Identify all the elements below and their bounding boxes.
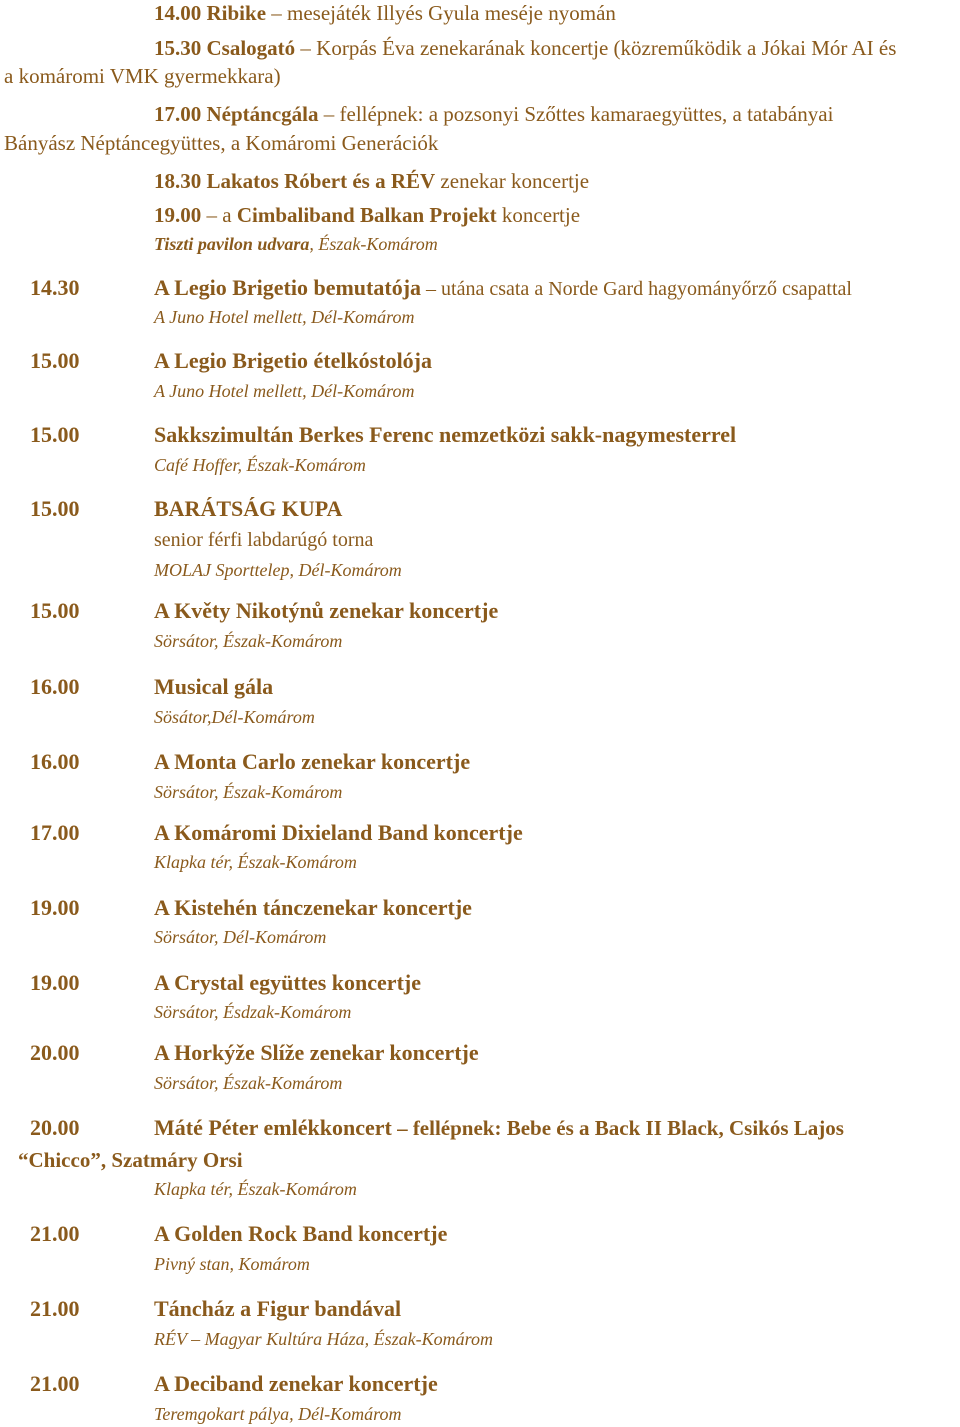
top-event-2	[154, 38, 896, 59]
event-time: 20.00	[30, 1115, 80, 1140]
event-title: Néptáncgála	[206, 102, 319, 126]
event-title: A Kistehén tánczenekar koncertje	[154, 895, 472, 920]
event-detail: – mesejáték Illyés Gyula meséje nyomán	[266, 1, 616, 25]
event-subtitle: senior férfi labdarúgó torna	[154, 529, 374, 551]
event-detail: – utána csata a Norde Gard hagyományőrző csapattal	[421, 278, 852, 300]
event-time: 15.00	[30, 598, 80, 623]
event-title: Lakatos Róbert és a RÉV	[206, 169, 436, 193]
event-time: 16.00	[30, 749, 80, 774]
event-location: Klapka tér, Észak-Komárom	[154, 1179, 357, 1199]
event-title: A Legio Brigetio bemutatója	[154, 275, 422, 300]
event-time: 14.00	[154, 1, 202, 25]
event-location: Sörsátor, Ésdzak-Komárom	[154, 1002, 352, 1022]
event-title: Táncház a Figur bandával	[154, 1296, 402, 1321]
event-location: Pivný stan, Komárom	[154, 1254, 310, 1274]
event-detail: – fellépnek: Bebe és a Back II Black, Csikós Lajos	[391, 1116, 844, 1140]
top-location	[154, 235, 438, 253]
event-time: 18.30	[154, 169, 202, 193]
event-location: Café Hoffer, Észak-Komárom	[154, 455, 366, 475]
event-location: Sörsátor, Észak-Komárom	[154, 782, 343, 802]
event-time: 17.00	[30, 820, 80, 845]
event-location: RÉV – Magyar Kultúra Háza, Észak-Komárom	[154, 1329, 493, 1349]
event-heading	[154, 277, 852, 299]
event-title: Sakkszimultán Berkes Ferenc nemzetközi sakk-nagymesterrel	[154, 422, 737, 447]
event-location: Sörsátor, Észak-Komárom	[154, 631, 343, 651]
top-event-5	[154, 205, 580, 226]
location-bold: Tiszti pavilon udvara	[154, 234, 310, 254]
event-title: Ribike	[206, 1, 267, 25]
event-time: 21.00	[30, 1371, 80, 1396]
event-detail: – fellépnek: a pozsonyi Szőttes kamaraegyüttes, a tatabányai	[318, 102, 834, 126]
event-detail: koncertje	[496, 203, 581, 227]
event-location: MOLAJ Sporttelep, Dél-Komárom	[154, 560, 402, 580]
event-title: A Crystal együttes koncertje	[154, 970, 421, 995]
event-time: 16.00	[30, 674, 80, 699]
event-title: Musical gála	[154, 674, 274, 699]
event-title: Máté Péter emlékkoncert	[154, 1115, 392, 1140]
event-detail-continued: “Chicco”, Szatmáry Orsi	[18, 1148, 243, 1172]
event-title: BARÁTSÁG KUPA	[154, 496, 343, 521]
top-event-4	[154, 171, 589, 192]
event-location: Teremgokart pálya, Dél-Komárom	[154, 1404, 402, 1424]
event-title: Cimbaliband Balkan Projekt	[236, 203, 497, 227]
event-prefix: – a	[201, 203, 237, 227]
event-title: A Legio Brigetio ételkóstolója	[154, 348, 433, 373]
event-time: 19.00	[154, 203, 202, 227]
event-time: 15.30	[154, 36, 202, 60]
event-title: A Deciband zenekar koncertje	[154, 1371, 438, 1396]
event-time: 14.30	[30, 275, 80, 300]
top-event-1	[154, 3, 616, 24]
event-heading	[154, 1117, 844, 1139]
event-time: 17.00	[154, 102, 202, 126]
event-location: Sörsátor, Észak-Komárom	[154, 1073, 343, 1093]
event-detail: zenekar koncertje	[435, 169, 590, 193]
event-time: 15.00	[30, 422, 80, 447]
event-title: A Horkýže Slíže zenekar koncertje	[154, 1040, 479, 1065]
event-title: A Monta Carlo zenekar koncertje	[154, 749, 471, 774]
event-title: A Komáromi Dixieland Band koncertje	[154, 820, 523, 845]
event-title: A Golden Rock Band koncertje	[154, 1221, 448, 1246]
event-time: 19.00	[30, 895, 80, 920]
event-location: Sörsátor, Dél-Komárom	[154, 927, 327, 947]
event-detail: – Korpás Éva zenekarának koncertje (közreműködik a Jókai Mór AI és	[295, 36, 897, 60]
event-title: A Květy Nikotýnů zenekar koncertje	[154, 598, 499, 623]
event-location: A Juno Hotel mellett, Dél-Komárom	[154, 381, 415, 401]
event-location: Klapka tér, Észak-Komárom	[154, 852, 357, 872]
event-time: 15.00	[30, 348, 80, 373]
event-time: 20.00	[30, 1040, 80, 1065]
event-time: 19.00	[30, 970, 80, 995]
event-title: Csalogató	[206, 36, 296, 60]
event-time: 21.00	[30, 1221, 80, 1246]
top-event-3	[154, 104, 833, 125]
top-event-2-continued: a komáromi VMK gyermekkara)	[4, 64, 281, 88]
location-rest: , Észak-Komárom	[309, 234, 438, 254]
top-event-3-continued: Bányász Néptáncegyüttes, a Komáromi Generációk	[4, 131, 439, 155]
event-time: 15.00	[30, 496, 80, 521]
event-location: A Juno Hotel mellett, Dél-Komárom	[154, 307, 415, 327]
event-location: Sösátor,Dél-Komárom	[154, 707, 315, 727]
event-time: 21.00	[30, 1296, 80, 1321]
